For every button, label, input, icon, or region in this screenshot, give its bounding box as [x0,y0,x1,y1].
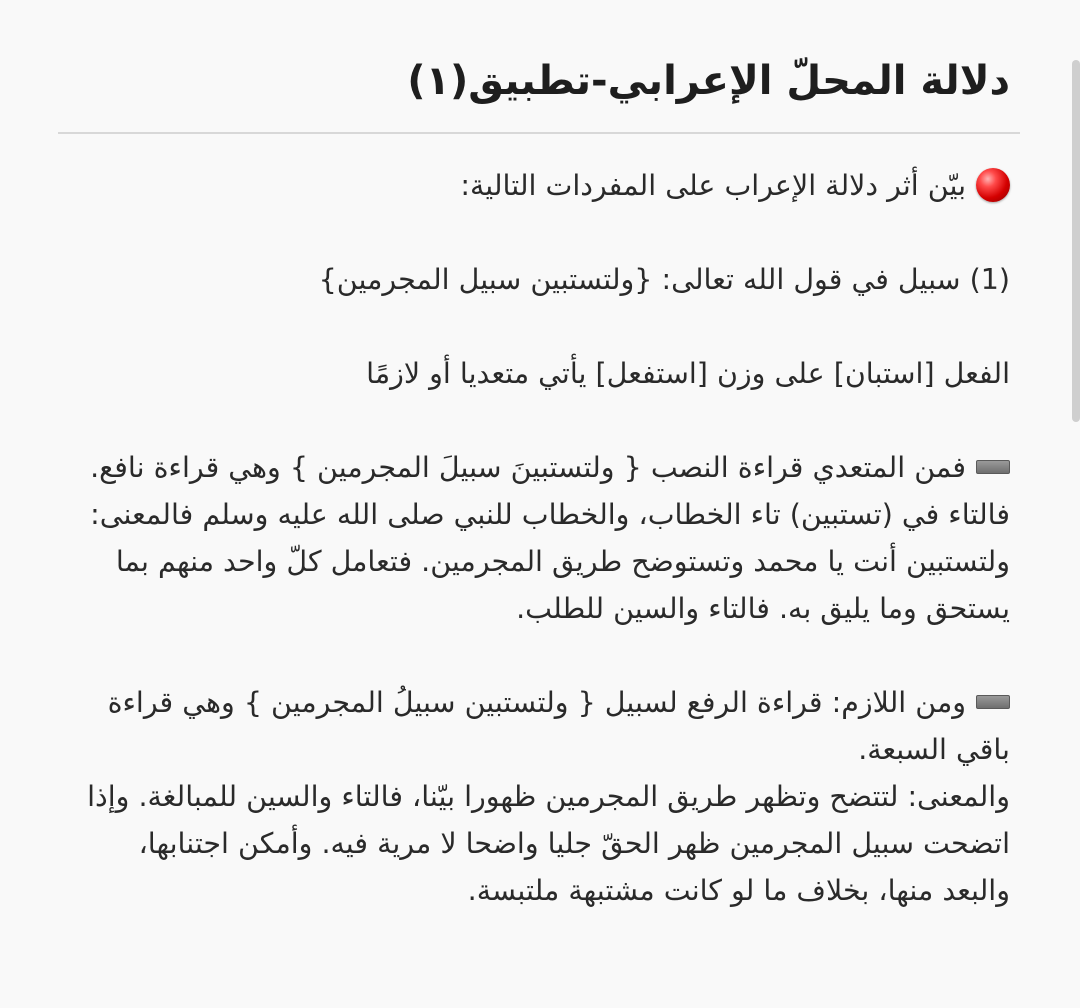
red-circle-icon [976,168,1010,202]
transitive-paragraph [65,444,1010,538]
scrollbar[interactable] [1072,60,1080,422]
intro-text: بيّن أثر دلالة الإعراب على المفردات التالية: [460,169,966,202]
blank-line [65,303,1010,350]
note-body[interactable] [65,162,1010,914]
intransitive-text: ومن اللازم: قراءة الرفع لسبيل { ولتستبين سبيلُ المجرمين } وهي قراءة باقي السبعة. [107,686,1010,766]
title-divider [58,132,1020,134]
intransitive-meaning: والمعنى: لتتضح وتظهر طريق المجرمين ظهورا بيّنا، فالتاء والسين للمبالغة. وإذا اتضحت سبيل المجرمين ظهر الحقّ جليا واضحا لا مرية فيه. وأمكن اجتنابها، والبعد منها، بخلاف ما لو كانت مشتبهة ملتبسة. [87,780,1010,907]
dash-bullet-icon [976,695,1010,709]
blank-line [65,632,1010,679]
intro-line [65,162,1010,209]
transitive-meaning: ولتستبين أنت يا محمد وتستوضح طريق المجرمين. فتعامل كلّ واحد منهم بما يستحق وما يليق به. فالتاء والسين للطلب. [115,545,1010,625]
intransitive-paragraph [65,679,1010,773]
transitive-text: فمن المتعدي قراءة النصب { ولتستبينَ سبيلَ المجرمين } وهي قراءة نافع. فالتاء في (تستبين) تاء الخطاب، والخطاب للنبي صلى الله عليه وسلم فالمعنى: [90,451,1010,531]
blank-line [65,397,1010,444]
verb-note-line: الفعل [استبان] على وزن [استفعل] يأتي متعديا أو لازمًا [366,357,1010,390]
item1-line: (1) سبيل في قول الله تعالى: {ولتستبين سبيل المجرمين} [318,263,1010,296]
blank-line [65,209,1010,256]
dash-bullet-icon [976,460,1010,474]
page-title: دلالة المحلّ الإعرابي-تطبيق(١) [407,58,1010,104]
